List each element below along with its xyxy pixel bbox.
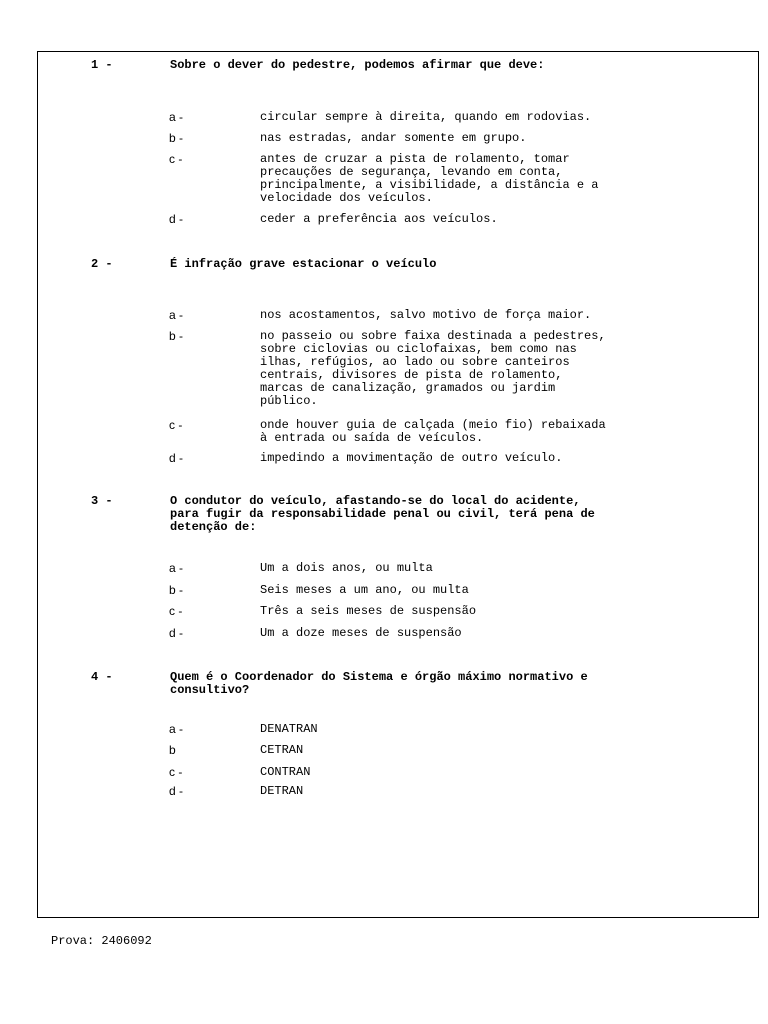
option-text: nas estradas, andar somente em grupo. [260,131,527,145]
exam-frame [37,51,759,918]
option-letter: b - [169,131,184,145]
option-text: impedindo a movimentação de outro veículo. [260,451,563,465]
option-text: Seis meses a um ano, ou multa [260,583,469,597]
option-letter: b - [169,329,184,343]
option-letter: a - [169,308,184,322]
option-text: DENATRAN [260,722,318,736]
option-text: no passeio ou sobre faixa destinada a pedestres, sobre ciclovias ou ciclofaixas, bem como nas ilhas, refúgios, ao lado ou sobre canteiros centrais, divisores de pista de rolamento, marcas de canalização, gramados ou jardim público. [260,329,606,408]
option-text: nos acostamentos, salvo motivo de força maior. [260,308,592,322]
option-letter: d - [169,784,184,798]
option-letter: c - [169,604,183,618]
question-text: Quem é o Coordenador do Sistema e órgão máximo normativo e consultivo? [170,670,588,697]
option-letter: c - [169,418,183,432]
question-text: Sobre o dever do pedestre, podemos afirmar que deve: [170,58,545,72]
option-letter: d - [169,451,184,465]
question-number: 3 - [91,494,113,508]
question-number: 2 - [91,257,113,271]
option-text: Um a dois anos, ou multa [260,561,433,575]
option-letter: a - [169,561,184,575]
option-letter: a - [169,110,184,124]
option-text: DETRAN [260,784,304,798]
exam-id-label: Prova: 2406092 [51,934,152,948]
question-text: É infração grave estacionar o veículo [170,257,437,271]
option-letter: a - [169,722,184,736]
option-text: onde houver guia de calçada (meio fio) rebaixada à entrada ou saída de veículos. [260,418,606,445]
option-letter: c - [169,152,183,166]
option-text: Três a seis meses de suspensão [260,604,477,618]
option-text: antes de cruzar a pista de rolamento, tomar precauções de segurança, levando em conta, principalmente, a visibilidade, a distância e a velocidade dos veículos. [260,152,599,205]
option-letter: d - [169,212,184,226]
option-letter: c - [169,765,183,779]
option-letter: b [169,743,176,757]
question-number: 4 - [91,670,113,684]
option-text: CETRAN [260,743,304,757]
option-text: circular sempre à direita, quando em rodovias. [260,110,592,124]
option-letter: b - [169,583,184,597]
question-number: 1 - [91,58,113,72]
option-letter: d - [169,626,184,640]
question-text: O condutor do veículo, afastando-se do local do acidente, para fugir da responsabilidade penal ou civil, terá pena de detenção de: [170,494,595,534]
option-text: ceder a preferência aos veículos. [260,212,498,226]
option-text: Um a doze meses de suspensão [260,626,462,640]
option-text: CONTRAN [260,765,311,779]
